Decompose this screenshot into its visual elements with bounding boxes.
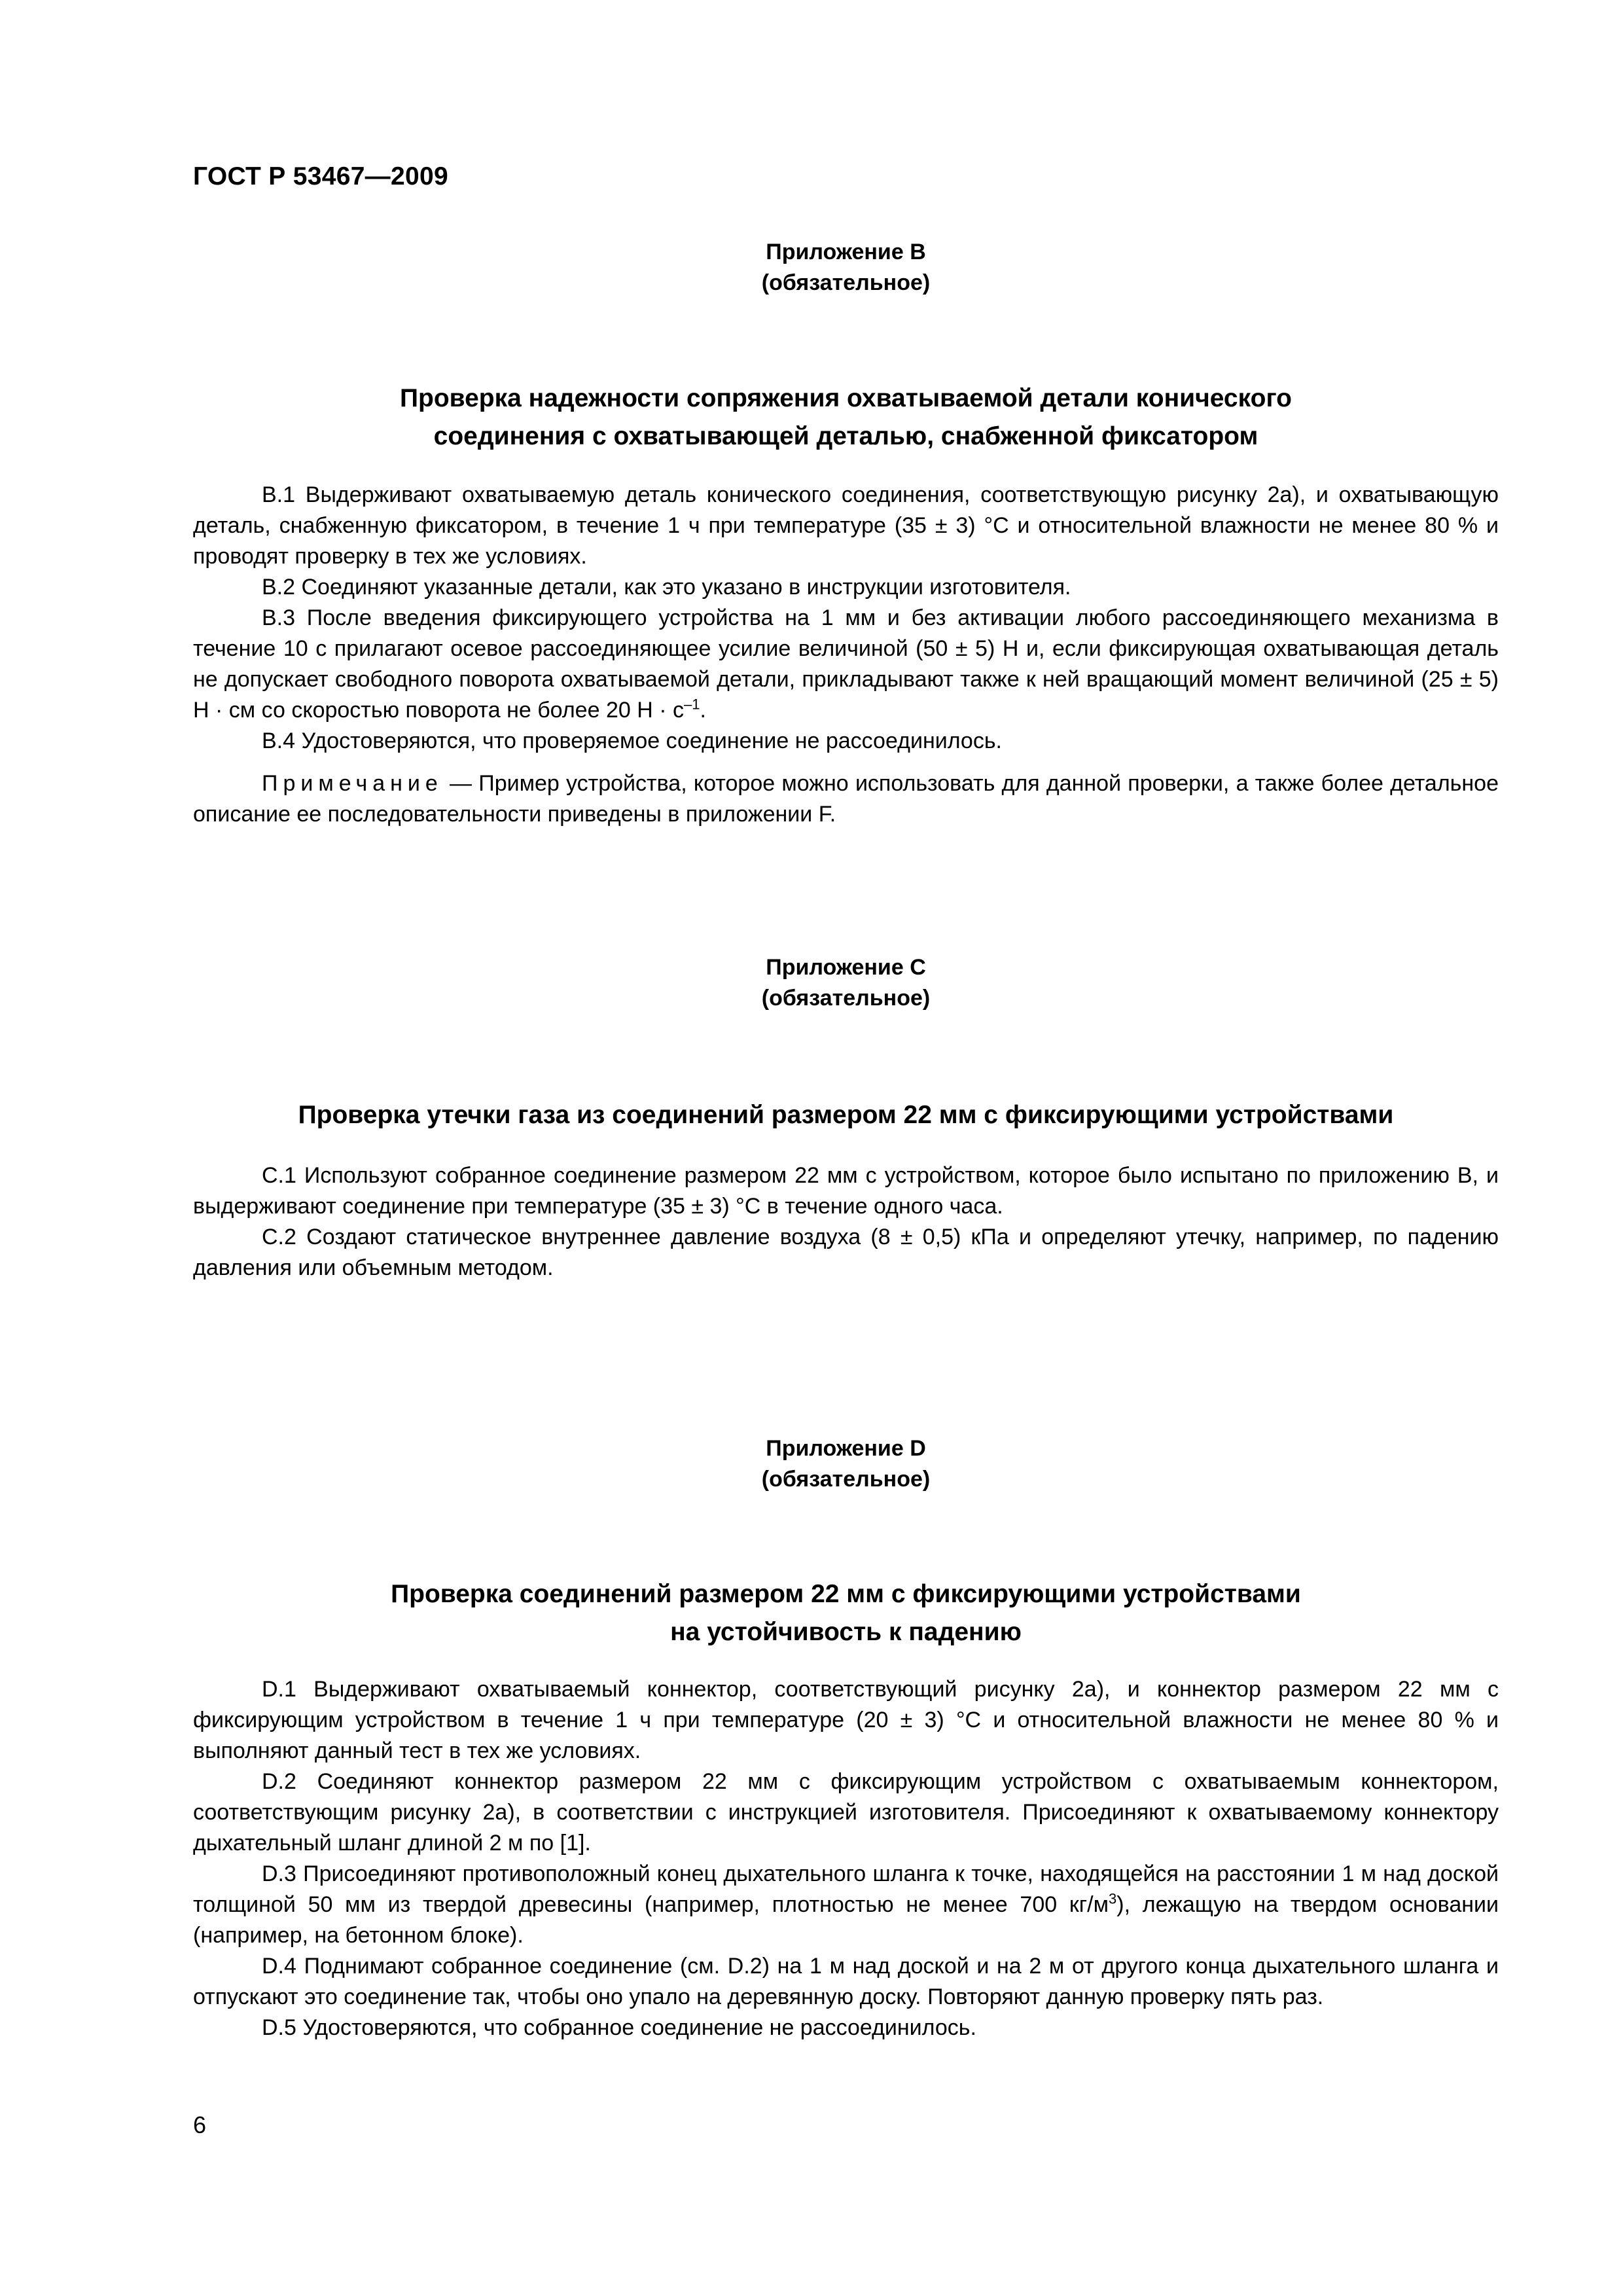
- clause-d3-exponent: 3: [1109, 1890, 1117, 1907]
- clause-d2: D.2 Соединяют коннектор размером 22 мм с фиксирующим устройством с охватываемым коннектором, соответствующим рисунку 2а), в соответствии с инструкцией изготовителя. Присоединяют к охватываемому коннектору дыхательный шланг длиной 2 м по [1].: [193, 1769, 1499, 1856]
- clause-b3: [193, 603, 1499, 726]
- annex-d-title-line2: на устойчивость к падению: [670, 1618, 1022, 1646]
- annex-b-note: [193, 768, 1499, 830]
- document-id: ГОСТ Р 53467—2009: [193, 162, 448, 190]
- clause-d5: D.5 Удостоверяются, что собранное соединение не рассоединилось.: [262, 2015, 976, 2040]
- clause-b3-text: В.3 После введения фиксирующего устройства на 1 мм и без активации любого рассоединяющего механизма в течение 10 с прилагают осевое рассоединяющее усилие величиной (50 ± 5) Н и, если фиксирующая охватывающая деталь не допускает свободного поворота охватываемой детали, прикладывают также к ней вращающий момент величиной (25 ± 5) Н · см со скоростью поворота не более 20 Н · с: [193, 605, 1499, 723]
- annex-d-label: Приложение D: [766, 1436, 926, 1461]
- annex-d-title: [193, 1575, 1499, 1651]
- annex-b-title-line1: Проверка надежности сопряжения охватываемой детали конического: [399, 384, 1293, 412]
- clause-d1: D.1 Выдерживают охватываемый коннектор, соответствующий рисунку 2а), и коннектор размером 22 мм с фиксирующим устройством в течение 1 ч при температуре (20 ± 3) °С и относительной влажности не менее 80 % и выполняют данный тест в тех же условиях.: [193, 1677, 1499, 1763]
- clause-c1: С.1 Используют собранное соединение размером 22 мм с устройством, которое было испытано по приложению В, и выдерживают соединение при температуре (35 ± 3) °С в течение одного часа.: [193, 1163, 1499, 1219]
- note-text: — Пример устройства, которое можно использовать для данной проверки, а также более детальное описание ее последовательности приведены в приложении F.: [193, 771, 1499, 827]
- annex-b-title-line2: соединения с охватывающей деталью, снабженной фиксатором: [433, 422, 1258, 450]
- clause-d4: D.4 Поднимают собранное соединение (см. D.2) на 1 м над доской и на 2 м от другого конца дыхательного шланга и отпускают это соединение так, чтобы оно упало на деревянную доску. Повторяют данную проверку пять раз.: [193, 1954, 1499, 2009]
- page-number: 6: [193, 2111, 207, 2138]
- annex-b-status: (обязательное): [761, 270, 931, 295]
- annex-d-title-line1: Проверка соединений размером 22 мм с фиксирующими устройствами: [391, 1580, 1301, 1608]
- annex-b-title: [193, 380, 1499, 456]
- clause-b3-end: .: [700, 698, 706, 723]
- clause-b1: В.1 Выдерживают охватываемую деталь конического соединения, соответствующую рисунку 2а), и охватывающую деталь, снабженную фиксатором, в течение 1 ч при температуре (35 ± 3) °С и относительной влажности не менее 80 % и проводят проверку в тех же условиях.: [193, 482, 1499, 569]
- clause-d3-text: D.3 Присоединяют противоположный конец дыхательного шланга к точке, находящейся на расстоянии 1 м над доской толщиной 50 мм из твердой древесины (например, плотностью не менее 700 кг/м: [193, 1861, 1499, 1917]
- annex-c-label: Приложение С: [766, 955, 926, 980]
- annex-b-label: Приложение В: [766, 240, 926, 264]
- clause-d3: [193, 1859, 1499, 1951]
- annex-c-body: [193, 1160, 1499, 1283]
- clause-c2: С.2 Создают статическое внутреннее давление воздуха (8 ± 0,5) кПа и определяют утечку, например, по падению давления или объемным методом.: [193, 1225, 1499, 1280]
- annex-d-heading: [193, 1433, 1499, 1495]
- note-label: Примечание: [262, 771, 443, 796]
- clause-b3-exponent: –1: [683, 696, 700, 713]
- annex-c-title: Проверка утечки газа из соединений размером 22 мм с фиксирующими устройствами: [298, 1101, 1394, 1129]
- clause-d3-end: ), лежащую на твердом основании (например, на бетонном блоке).: [193, 1892, 1499, 1948]
- annex-b-body: [193, 480, 1499, 830]
- annex-b-heading: [193, 237, 1499, 298]
- annex-c-status: (обязательное): [761, 986, 931, 1011]
- annex-d-body: [193, 1674, 1499, 2043]
- clause-b4: В.4 Удостоверяются, что проверяемое соединение не рассоединилось.: [262, 728, 1002, 753]
- annex-d-status: (обязательное): [761, 1467, 931, 1492]
- clause-b2: В.2 Соединяют указанные детали, как это указано в инструкции изготовителя.: [262, 575, 1071, 600]
- annex-c-heading: [193, 952, 1499, 1014]
